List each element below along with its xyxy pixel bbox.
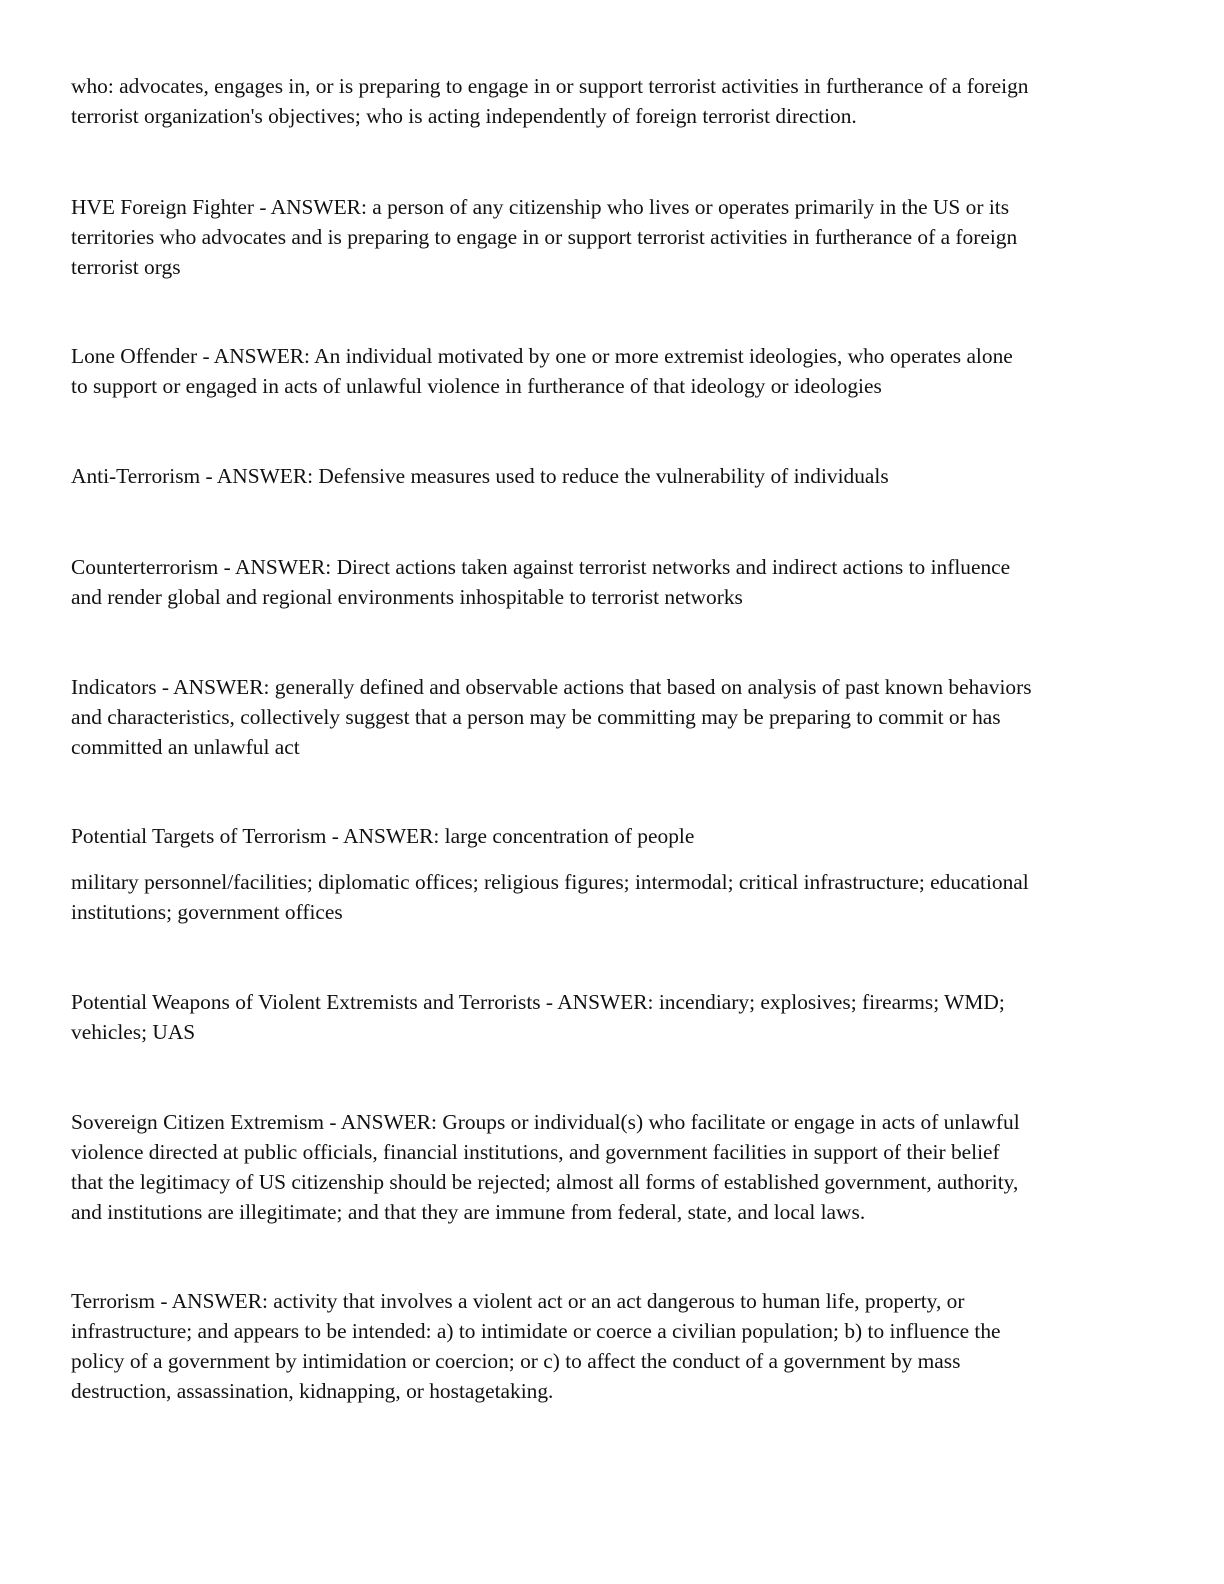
text-line: committed an unlawful act xyxy=(71,735,300,759)
paragraph-potential-targets xyxy=(71,821,1146,851)
text-line: Counterterrorism - ANSWER: Direct actions taken against terrorist networks and indirect actions to influence xyxy=(71,555,1011,579)
text-line: terrorist organization's objectives; who is acting independently of foreign terrorist direction. xyxy=(71,104,857,128)
text-line: Indicators - ANSWER: generally defined and observable actions that based on analysis of past known behaviors xyxy=(71,675,1032,699)
paragraph-sovereign-citizen-extremism xyxy=(71,1107,1146,1227)
paragraph-counterterrorism xyxy=(71,552,1146,612)
text-line: infrastructure; and appears to be intended: a) to intimidate or coerce a civilian population; b) to influence the xyxy=(71,1319,1001,1343)
text-line: and institutions are illegitimate; and that they are immune from federal, state, and local laws. xyxy=(71,1200,866,1224)
paragraph-anti-terrorism xyxy=(71,461,1146,491)
text-line: that the legitimacy of US citizenship should be rejected; almost all forms of established government, authority, xyxy=(71,1170,1019,1194)
text-line: military personnel/facilities; diplomatic offices; religious figures; intermodal; critical infrastructure; educational xyxy=(71,870,1029,894)
text-line: to support or engaged in acts of unlawful violence in furtherance of that ideology or ideologies xyxy=(71,374,882,398)
text-line: who: advocates, engages in, or is preparing to engage in or support terrorist activities in furtherance of a foreign xyxy=(71,74,1029,98)
text-line: HVE Foreign Fighter - ANSWER: a person of any citizenship who lives or operates primarily in the US or its xyxy=(71,195,1010,219)
text-line: Potential Weapons of Violent Extremists and Terrorists - ANSWER: incendiary; explosives; firearms; WMD; xyxy=(71,990,1005,1014)
text-line: Potential Targets of Terrorism - ANSWER: large concentration of people xyxy=(71,824,695,848)
text-line: destruction, assassination, kidnapping, or hostagetaking. xyxy=(71,1379,554,1403)
paragraph-indicators xyxy=(71,672,1146,762)
text-line: policy of a government by intimidation or coercion; or c) to affect the conduct of a government by mass xyxy=(71,1349,961,1373)
text-line: institutions; government offices xyxy=(71,900,343,924)
paragraph-terrorism xyxy=(71,1286,1146,1406)
text-line: and render global and regional environments inhospitable to terrorist networks xyxy=(71,585,743,609)
text-line: Anti-Terrorism - ANSWER: Defensive measures used to reduce the vulnerability of individuals xyxy=(71,464,889,488)
text-line: vehicles; UAS xyxy=(71,1020,196,1044)
text-line: terrorist orgs xyxy=(71,255,181,279)
text-line: territories who advocates and is preparing to engage in or support terrorist activities in furtherance of a foreign xyxy=(71,225,1018,249)
paragraph-continuation xyxy=(71,71,1146,131)
text-line: Terrorism - ANSWER: activity that involves a violent act or an act dangerous to human life, property, or xyxy=(71,1289,965,1313)
paragraph-potential-weapons xyxy=(71,987,1146,1047)
text-line: Sovereign Citizen Extremism - ANSWER: Groups or individual(s) who facilitate or engage in acts of unlawful xyxy=(71,1110,1020,1134)
text-line: and characteristics, collectively suggest that a person may be committing may be preparing to commit or has xyxy=(71,705,1001,729)
paragraph-lone-offender xyxy=(71,341,1146,401)
paragraph-hve-foreign-fighter xyxy=(71,192,1146,282)
text-line: Lone Offender - ANSWER: An individual motivated by one or more extremist ideologies, who operates alone xyxy=(71,344,1013,368)
text-line: violence directed at public officials, financial institutions, and government facilities in support of their belief xyxy=(71,1140,1000,1164)
paragraph-potential-targets-list xyxy=(71,867,1146,927)
